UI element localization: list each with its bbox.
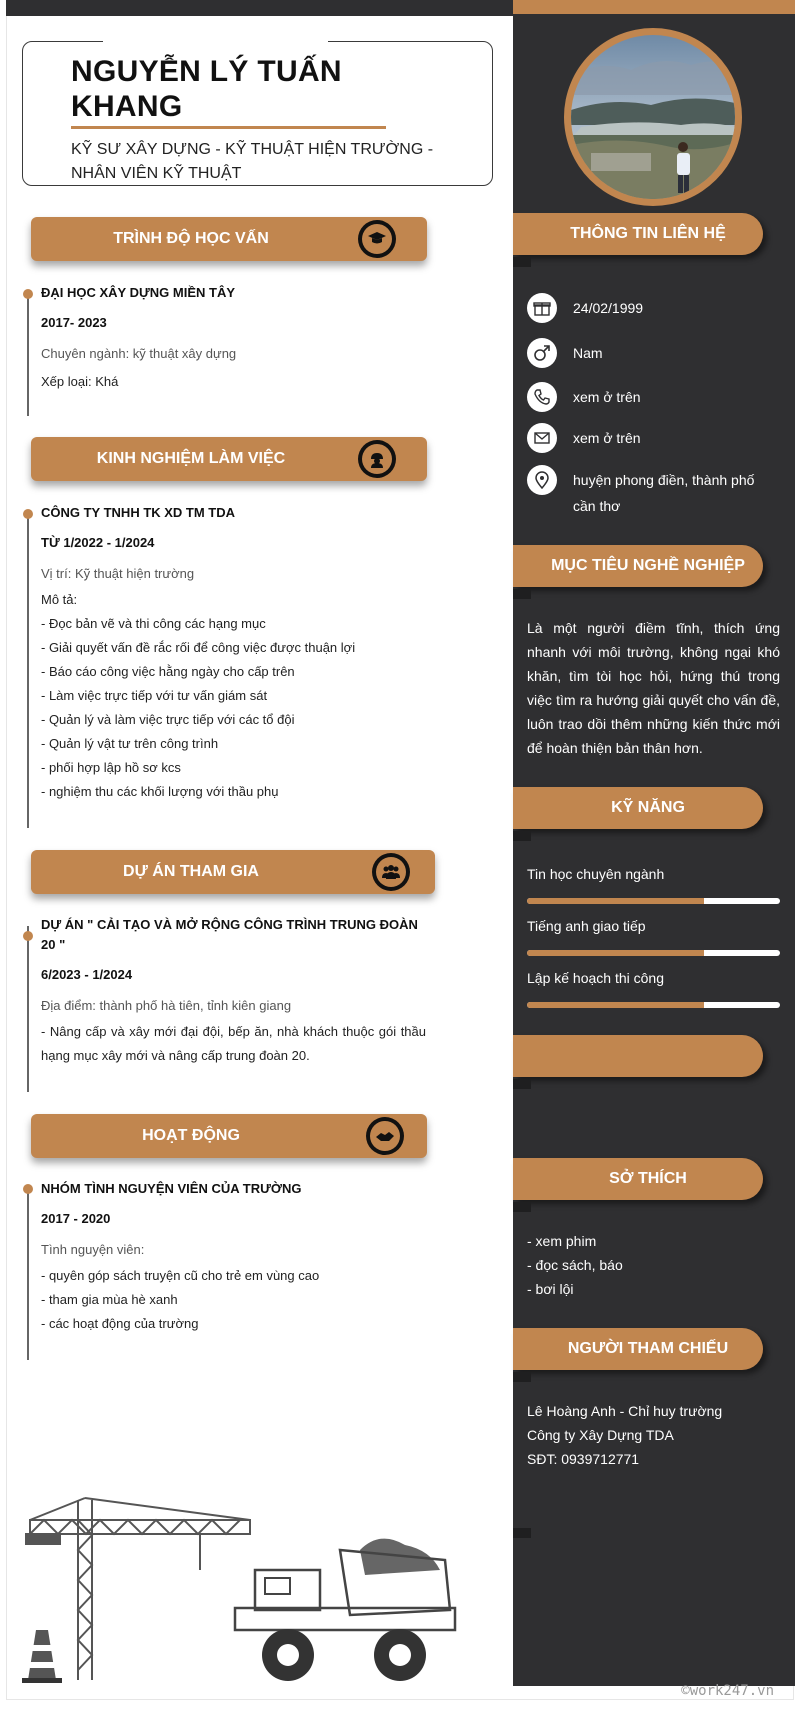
experience-position: Vị trí: Kỹ thuật hiện trường <box>41 566 195 581</box>
task-item: - Giải quyết vấn đề rắc rối để công việc được thuận lợi <box>41 640 356 655</box>
task-item: - Quản lý vật tư trên công trình <box>41 736 219 751</box>
email-value: xem ở trên <box>573 430 641 446</box>
skill-name: Lập kế hoạch thi công <box>527 970 664 986</box>
avatar <box>571 35 735 199</box>
experience-heading: KINH NGHIỆM LÀM VIỆC <box>96 450 286 467</box>
education-heading-bar <box>31 217 427 261</box>
company-name: CÔNG TY TNHH TK XD TM TDA <box>41 505 236 520</box>
map-pin-icon <box>527 465 557 495</box>
skill-item <box>527 864 780 904</box>
projects-heading-bar <box>31 850 435 894</box>
dump-truck-icon <box>235 1539 455 1681</box>
email-icon <box>527 423 557 453</box>
phone-icon <box>527 382 557 412</box>
activity-entry <box>41 1179 426 1336</box>
timeline-line <box>27 926 29 1092</box>
phone-value: xem ở trên <box>573 389 641 405</box>
hobby-item: - đọc sách, báo <box>527 1257 623 1273</box>
activities-heading: HOẠT ĐỘNG <box>142 1127 240 1144</box>
timeline-line <box>27 512 29 828</box>
skill-item <box>527 916 780 956</box>
reference-company: Công ty Xây Dựng TDA <box>527 1427 674 1443</box>
school-name: ĐẠI HỌC XÂY DỰNG MIỀN TÂY <box>41 285 236 300</box>
heading-notch <box>513 1372 531 1382</box>
reference-phone: SĐT: 0939712771 <box>527 1451 640 1467</box>
contact-email <box>527 423 777 453</box>
construction-illustration <box>20 1490 460 1685</box>
address-value: huyện phong điền, thành phố cần thơ <box>573 472 755 514</box>
project-dates: 6/2023 - 1/2024 <box>41 967 133 982</box>
heading-notch <box>513 1079 531 1089</box>
activity-item: - quyên góp sách truyện cũ cho trẻ em vùng cao <box>41 1268 320 1283</box>
heading-notch <box>513 831 531 841</box>
candidate-title: KỸ SƯ XÂY DỰNG - KỸ THUẬT HIỆN TRƯỜNG - NHÂN VIÊN KỸ THUẬT <box>71 141 434 182</box>
reference-name: Lê Hoàng Anh - Chỉ huy trường <box>527 1403 723 1419</box>
calendar-gift-icon <box>527 293 557 323</box>
contact-gender <box>527 338 777 368</box>
activity-role: Tình nguyện viên: <box>41 1242 145 1257</box>
timeline-dot <box>23 289 33 299</box>
hands-icon <box>366 1117 404 1155</box>
tower-crane-icon <box>26 1498 250 1680</box>
education-grade: Xếp loại: Khá <box>41 374 119 389</box>
task-item: - Làm việc trực tiếp với tư vấn giám sát <box>41 688 268 703</box>
watermark: ©work247.vn <box>681 1683 774 1699</box>
timeline-dot <box>23 1184 33 1194</box>
task-item: - Quản lý và làm việc trực tiếp với các tổ đội <box>41 712 295 727</box>
timeline-dot <box>23 509 33 519</box>
project-name: DỰ ÁN " CẢI TẠO VÀ MỞ RỘNG CÔNG TRÌNH TRUNG ĐOÀN 20 " <box>41 917 418 952</box>
project-entry <box>41 915 426 1068</box>
projects-heading: DỰ ÁN THAM GIA <box>123 863 259 880</box>
activity-item: - các hoạt động của trường <box>41 1316 199 1331</box>
skill-bar-fill <box>527 950 704 956</box>
timeline-line <box>27 292 29 416</box>
skill-bar-fill <box>527 1002 704 1008</box>
task-item: - Đọc bản vẽ và thi công các hạng mục <box>41 616 266 631</box>
contact-heading: THÔNG TIN LIÊN HỆ <box>513 213 763 255</box>
education-heading: TRÌNH ĐỘ HỌC VẤN <box>113 230 269 247</box>
graduation-cap-icon <box>358 220 396 258</box>
timeline-line <box>27 1188 29 1360</box>
references-heading: NGƯỜI THAM CHIẾU <box>513 1328 763 1370</box>
education-major: Chuyên ngành: kỹ thuật xây dựng <box>41 346 237 361</box>
top-bar-accent <box>513 0 795 14</box>
experience-entry <box>41 503 426 804</box>
activity-item: - tham gia mùa hè xanh <box>41 1292 178 1307</box>
team-icon <box>372 853 410 891</box>
hobbies-heading: SỞ THÍCH <box>513 1158 763 1200</box>
objective-heading: MỤC TIÊU NGHỀ NGHIỆP <box>513 545 763 587</box>
hobby-item: - xem phim <box>527 1233 597 1249</box>
contact-address <box>527 465 777 519</box>
contact-phone <box>527 382 777 412</box>
traffic-cone-icon <box>22 1630 62 1683</box>
hobbies-list <box>527 1229 780 1301</box>
experience-dates: TỪ 1/2022 - 1/2024 <box>41 535 155 550</box>
top-bar <box>6 0 513 16</box>
skill-bar <box>527 898 780 904</box>
task-item: - Báo cáo công việc hằng ngày cho cấp trên <box>41 664 295 679</box>
candidate-name: NGUYỄN LÝ TUẤN KHANG <box>71 55 342 123</box>
skill-item <box>527 968 780 1008</box>
project-location: Địa điểm: thành phố hà tiên, tỉnh kiên giang <box>41 998 292 1013</box>
activity-group: NHÓM TÌNH NGUYỆN VIÊN CỦA TRƯỜNG <box>41 1181 302 1196</box>
heading-notch <box>513 589 531 599</box>
reference-block <box>527 1399 780 1471</box>
birthday-value: 24/02/1999 <box>573 300 644 316</box>
gender-value: Nam <box>573 345 603 361</box>
hobby-item: - bơi lội <box>527 1281 574 1297</box>
empty-heading <box>513 1035 763 1077</box>
education-entry <box>41 283 426 394</box>
heading-notch <box>513 1528 531 1538</box>
education-dates: 2017- 2023 <box>41 315 107 330</box>
skills-heading: KỸ NĂNG <box>513 787 763 829</box>
experience-desc-label: Mô tả: <box>41 592 78 607</box>
skill-bar <box>527 950 780 956</box>
timeline-dot <box>23 931 33 941</box>
experience-heading-bar <box>31 437 427 481</box>
project-description: - Nâng cấp và xây mới đại đội, bếp ăn, nhà khách thuộc gói thầu hạng mục xây mới và nâng cấp trung đoàn 20. <box>41 1024 426 1063</box>
task-item: - phối hợp lập hồ sơ kcs <box>41 760 181 775</box>
skill-bar <box>527 1002 780 1008</box>
task-item: - nghiệm thu các khối lượng với thầu phụ <box>41 784 279 799</box>
activity-dates: 2017 - 2020 <box>41 1211 111 1226</box>
skill-name: Tin học chuyên ngành <box>527 866 665 882</box>
skill-name: Tiếng anh giao tiếp <box>527 918 646 934</box>
gender-male-icon <box>527 338 557 368</box>
objective-text: Là một người điềm tĩnh, thích ứng nhanh với môi trường, không ngại khó khăn, tìm tòi học hỏi, hứng thú trong việc tìm ra hướng giải quyết cho vấn đề, luôn trao dồi thêm những kiến thức mới để hoàn thiện bản thân hơn. <box>527 620 780 756</box>
heading-notch <box>513 1202 531 1212</box>
worker-icon <box>358 440 396 478</box>
contact-birthday <box>527 293 777 323</box>
skill-bar-fill <box>527 898 704 904</box>
name-underline <box>71 126 386 129</box>
activities-heading-bar <box>31 1114 427 1158</box>
heading-notch <box>513 257 531 267</box>
